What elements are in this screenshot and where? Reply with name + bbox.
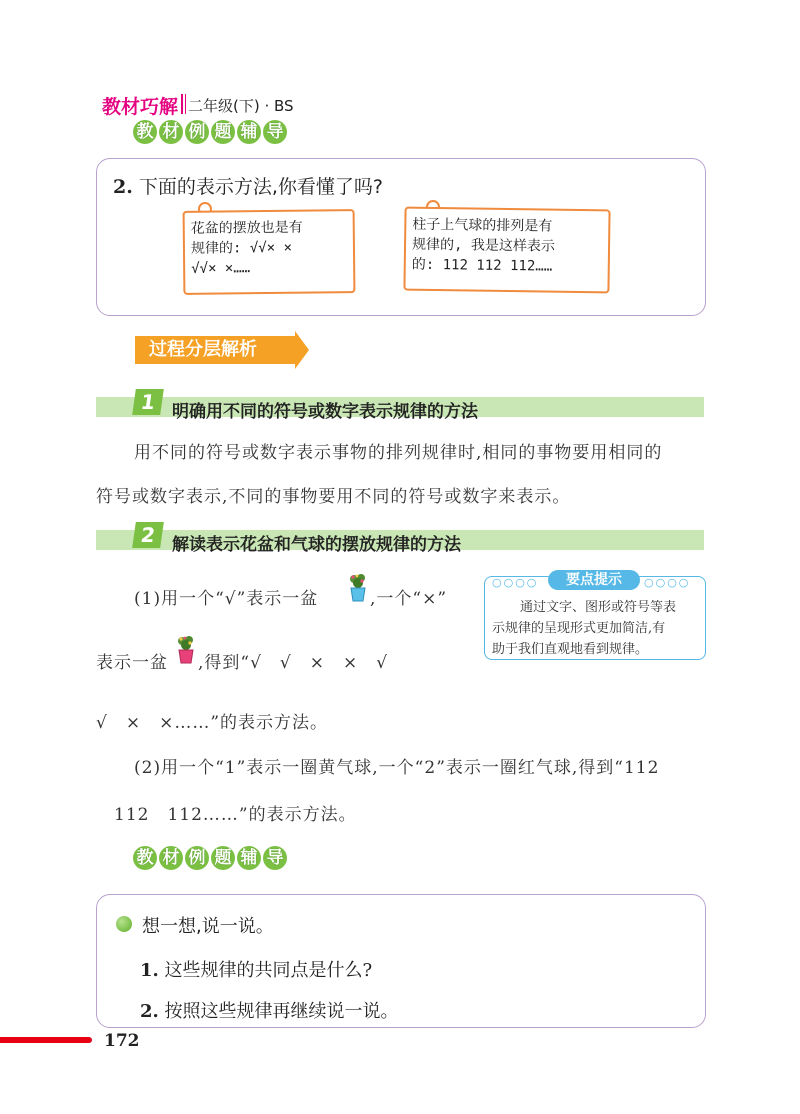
tip-dots-right: ○○○○ (644, 576, 691, 589)
tip-line1: 通过文字、图形或符号等表 (520, 600, 677, 615)
section1-line2: 符号或数字表示,不同的事物要用不同的符号或数字来表示。 (96, 487, 571, 507)
note-line: 规律的, 我是这样表示 (411, 236, 556, 255)
example-title (113, 172, 383, 199)
tag-char: 教 (133, 120, 157, 144)
red-flowerpot-icon (176, 634, 196, 664)
green-bullet-icon (116, 916, 132, 932)
note-flowerpots (183, 209, 356, 295)
section-number-1: 1 (132, 389, 164, 415)
q2-text: 按照这些规律再继续说一说。 (164, 1001, 399, 1022)
example-number: 2. (113, 176, 133, 198)
tag-char: 教 (133, 846, 157, 870)
tag-char: 辅 (237, 120, 261, 144)
page-number: 172 (104, 1031, 140, 1051)
footer-red-bar (0, 1037, 92, 1043)
think-title: 想一想,说一说。 (142, 916, 274, 937)
section-tag-example-2 (133, 846, 289, 870)
section2-p1-result: ,得到“√ √ × × √ (198, 653, 389, 673)
section-title-1: 明确用不同的符号或数字表示规律的方法 (172, 402, 478, 422)
tag-char: 例 (185, 846, 209, 870)
q1-text: 这些规律的共同点是什么? (164, 960, 373, 981)
section1-line1: 用不同的符号或数字表示事物的排列规律时,相同的事物要用相同的 (134, 443, 663, 463)
example-question: 下面的表示方法,你看懂了吗? (138, 176, 384, 198)
note-line: √√× ×…… (191, 260, 251, 277)
note-line: 的: 112 112 112…… (411, 256, 553, 275)
think-q2 (140, 997, 399, 1023)
note-line: 规律的: √√× × (190, 239, 293, 257)
section-number-2: 2 (132, 522, 164, 548)
tag-char: 材 (159, 846, 183, 870)
tag-char: 辅 (237, 846, 261, 870)
q1-number: 1. (140, 960, 159, 981)
think-q1 (140, 956, 372, 982)
tag-char: 题 (211, 846, 235, 870)
section2-p1-cross: ,一个“×” (370, 589, 448, 609)
section2-p2-line1: (2)用一个“1”表示一圈黄气球,一个“2”表示一圈红气球,得到“112 (134, 758, 660, 778)
tip-line2: 示规律的呈现形式更加简洁,有 (492, 621, 666, 636)
note-line: 柱子上气球的排列是有 (412, 216, 553, 235)
tag-char: 例 (185, 120, 209, 144)
section2-p1-next: 表示一盆 (96, 653, 168, 673)
book-title: 教材巧解 (102, 96, 179, 118)
section-title-2: 解读表示花盆和气球的摆放规律的方法 (172, 535, 461, 555)
grade-label: 二年级(下) · BS (188, 97, 294, 115)
tip-line3: 助于我们直观地看到规律。 (492, 642, 649, 657)
note-line: 花盆的摆放也是有 (190, 219, 303, 237)
banner-arrow-icon (295, 331, 309, 369)
header-divider (181, 94, 186, 114)
key-tip-title: 要点提示 (548, 570, 640, 590)
note-balloons (403, 207, 610, 294)
section2-p2-line2: 112 112……”的表示方法。 (114, 805, 357, 825)
tag-char: 题 (211, 120, 235, 144)
section-tag-example (133, 120, 289, 144)
tag-char: 导 (263, 846, 287, 870)
blue-flowerpot-icon (348, 572, 368, 602)
q2-number: 2. (140, 1001, 159, 1022)
tag-char: 导 (263, 120, 287, 144)
section2-p1-end: √ × ×……”的表示方法。 (96, 713, 329, 733)
process-banner: 过程分层解析 (135, 336, 295, 364)
tag-char: 材 (159, 120, 183, 144)
tip-dots-left: ○○○○ (492, 576, 539, 589)
section2-p1-start: (1)用一个“√”表示一盆 (134, 589, 319, 609)
